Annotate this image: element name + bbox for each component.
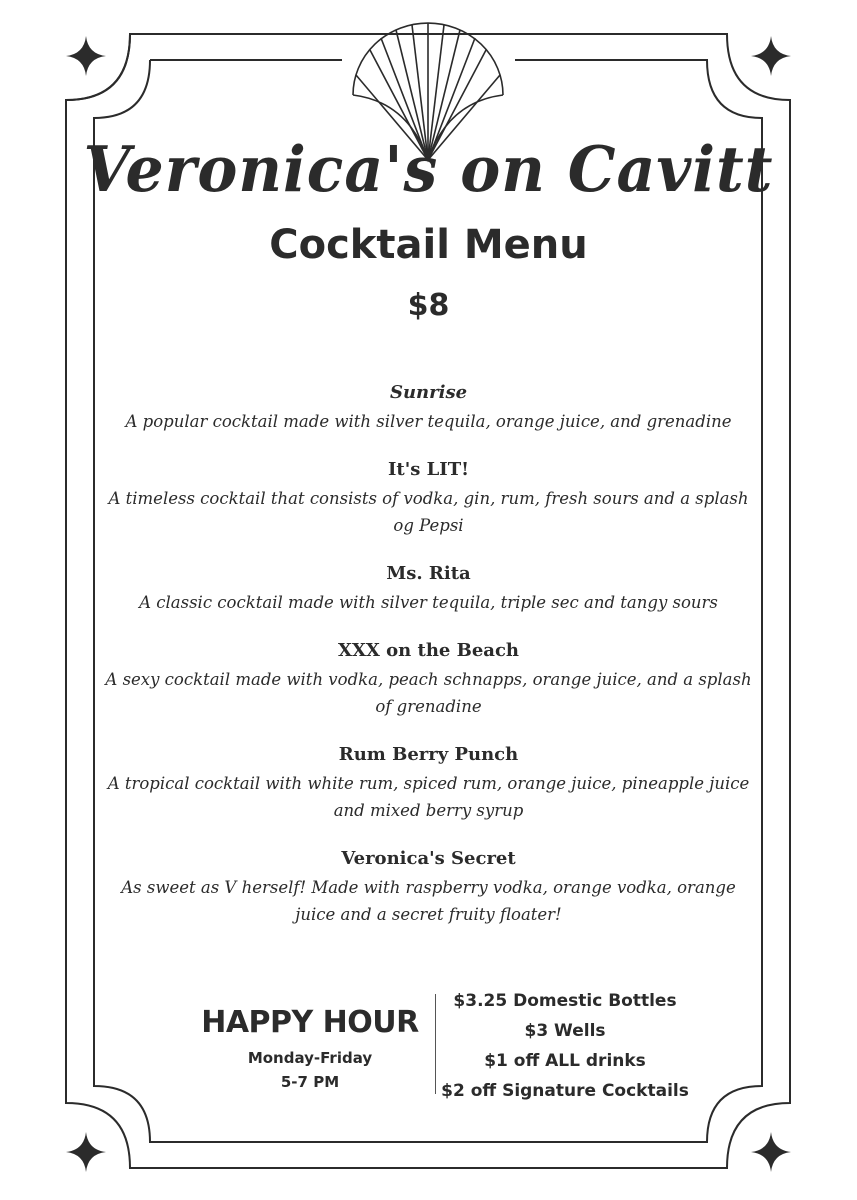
price-label: $8 [407, 288, 450, 323]
list-item [100, 378, 757, 435]
list-item [100, 636, 757, 720]
cocktail-name: It's LIT! [387, 459, 470, 480]
deal-item: $2 off Signature Cocktails [441, 1081, 689, 1101]
page-title: Cocktail Menu [269, 222, 588, 268]
divider [435, 994, 436, 1094]
happy-hour-days: Monday-Friday [247, 1049, 373, 1067]
brand-name: Veronica's on Cavitt [83, 133, 774, 207]
sparkle-star-icon [751, 1132, 791, 1172]
cocktail-name: XXX on the Beach [337, 640, 520, 661]
cocktail-description: A popular cocktail made with silver tequila, orange juice, and grenadine [125, 412, 732, 431]
happy-hour-time: 5-7 PM [280, 1073, 340, 1091]
cocktail-name: Sunrise [389, 382, 468, 403]
cocktail-description: A classic cocktail made with silver tequila, triple sec and tangy sours [139, 593, 718, 612]
deal-item: $3.25 Domestic Bottles [453, 991, 677, 1011]
list-item [100, 559, 757, 616]
sparkle-star-icon [66, 36, 106, 76]
list-item [100, 844, 757, 928]
cocktail-description: A sexy cocktail made with vodka, peach schnapps, orange juice, and a splash of grenadine [105, 670, 752, 716]
cocktail-name: Rum Berry Punch [338, 744, 519, 765]
sparkle-star-icon [66, 1132, 106, 1172]
deal-item: $3 Wells [524, 1021, 606, 1041]
cocktail-description: A tropical cocktail with white rum, spiced rum, orange juice, pineapple juice and mixed berry syrup [107, 774, 750, 820]
list-item [100, 740, 757, 824]
sparkle-star-icon [751, 36, 791, 76]
cocktail-description: As sweet as V herself! Made with raspberry vodka, orange vodka, orange juice and a secret fruity floater! [121, 878, 736, 924]
list-item [100, 455, 757, 539]
cocktail-name: Ms. Rita [386, 563, 471, 584]
happy-hour-title: HAPPY HOUR [201, 1005, 419, 1040]
cocktail-description: A timeless cocktail that consists of vodka, gin, rum, fresh sours and a splash og Pepsi [108, 489, 749, 535]
cocktail-list [100, 378, 757, 948]
happy-hour-deals [440, 986, 690, 1106]
happy-hour-block [200, 1000, 420, 1094]
deal-item: $1 off ALL drinks [484, 1051, 646, 1071]
cocktail-name: Veronica's Secret [341, 848, 516, 869]
